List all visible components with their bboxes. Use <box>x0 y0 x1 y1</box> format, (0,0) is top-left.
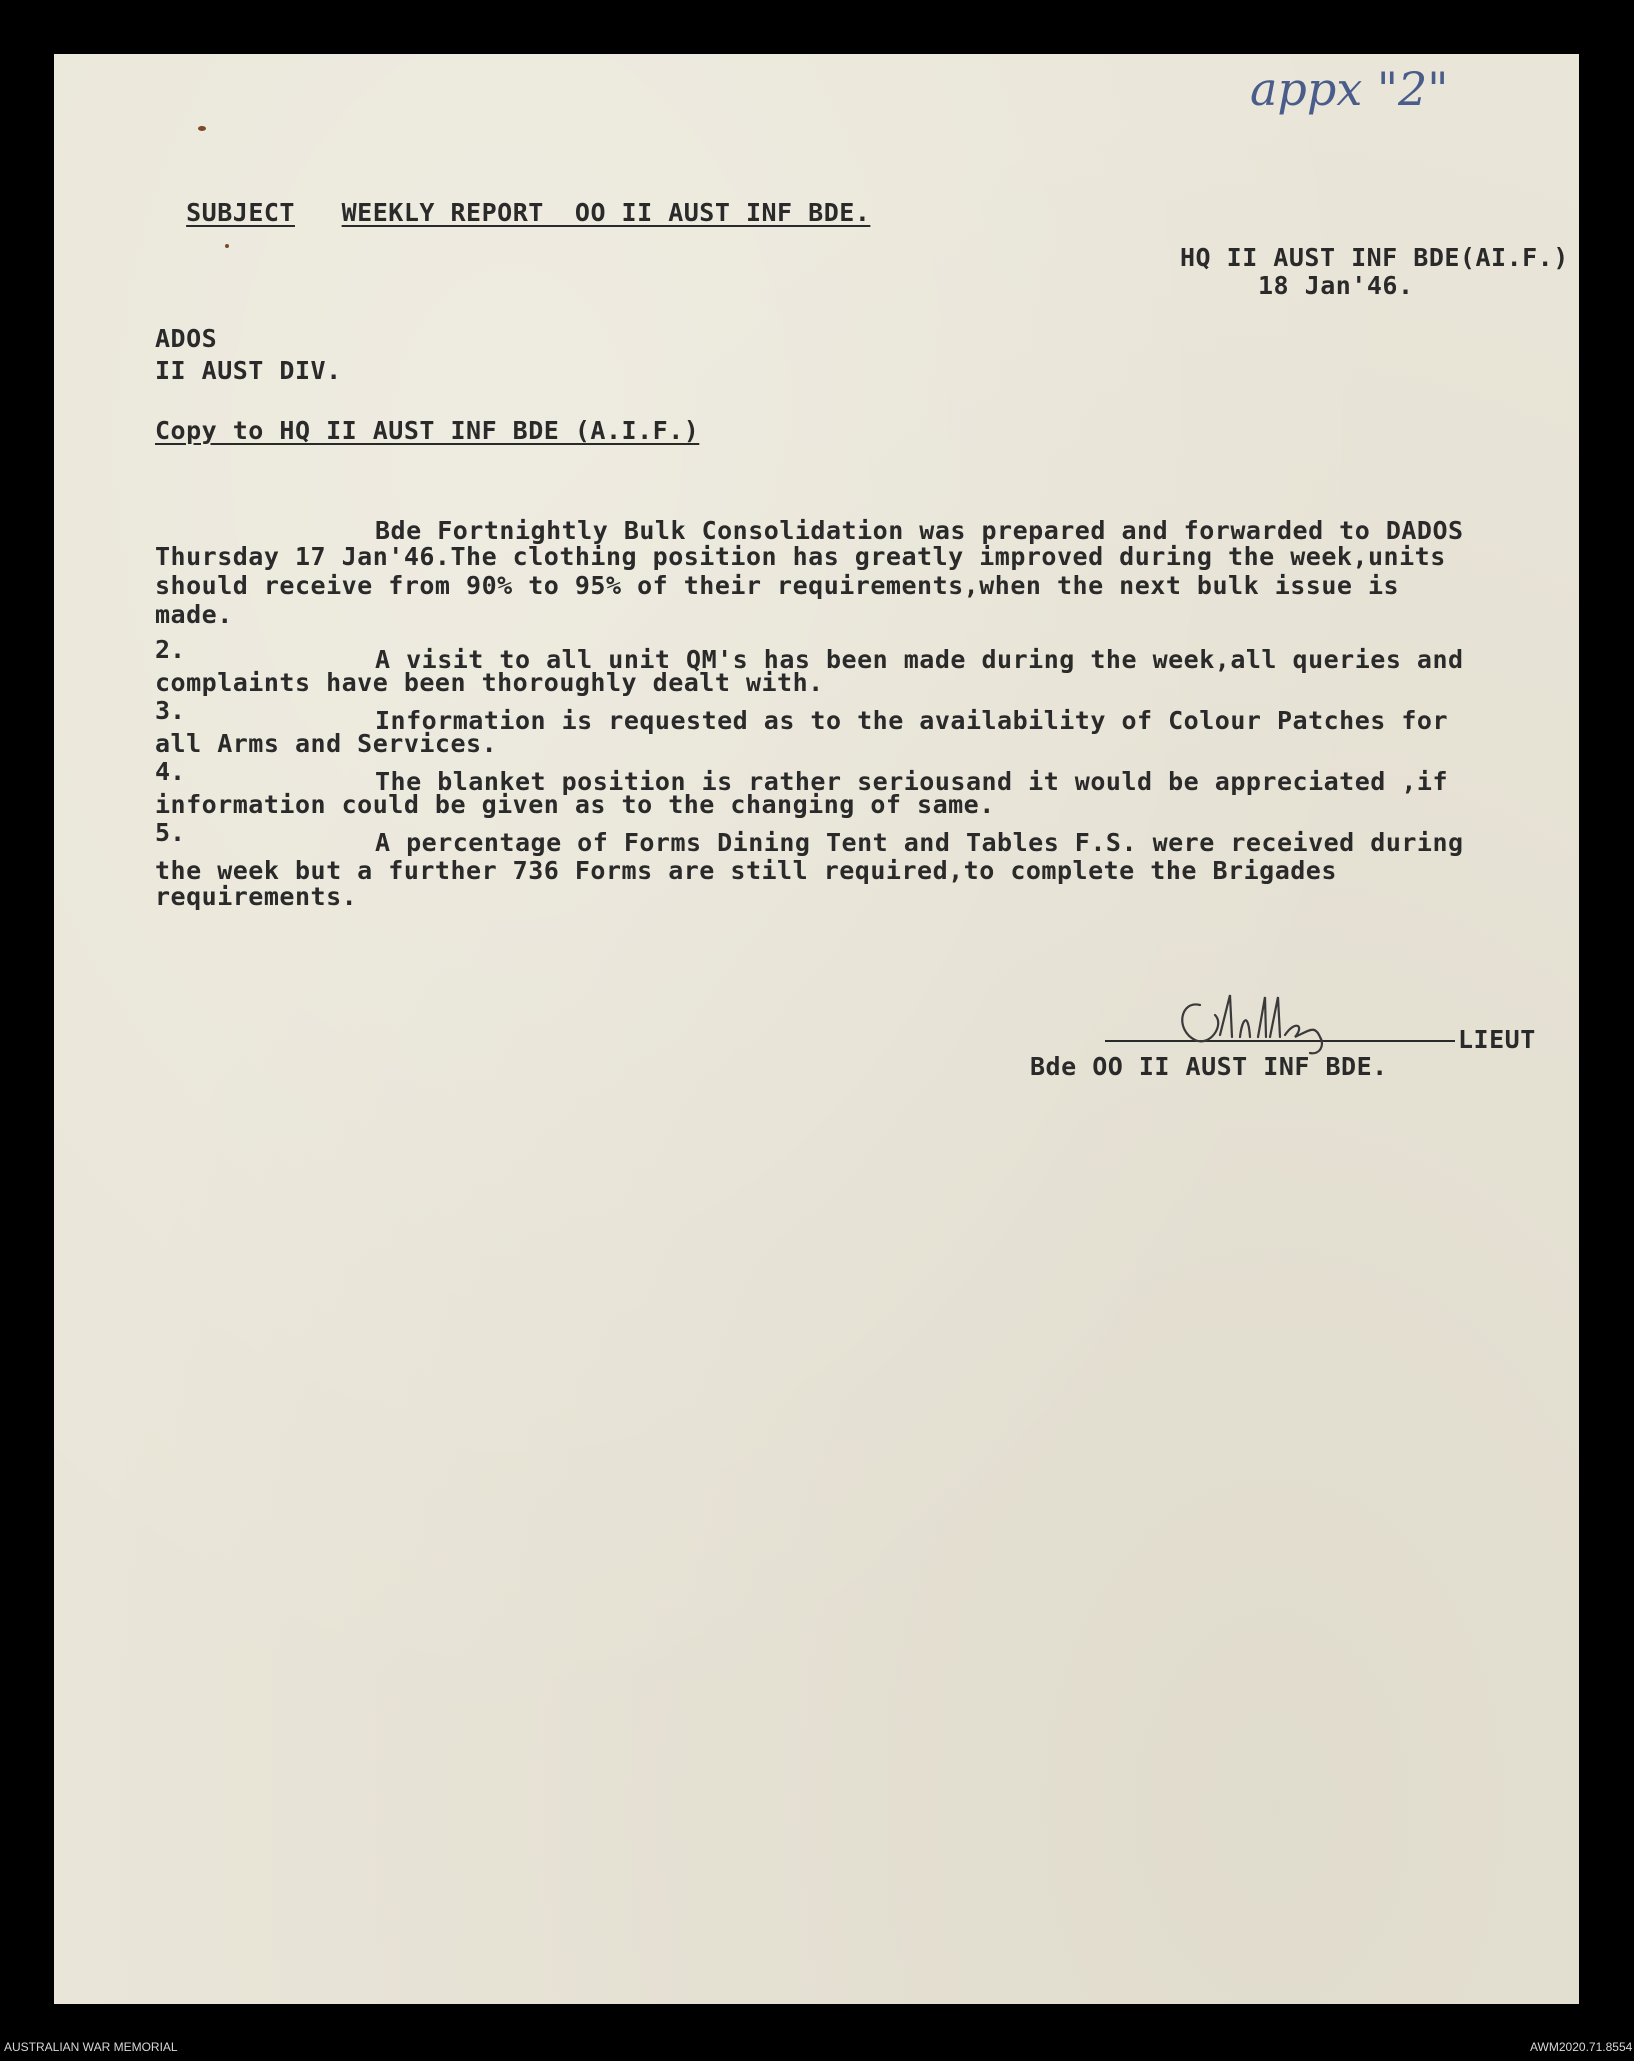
handwritten-annotation: appx "2" <box>1250 62 1449 116</box>
paper-mark <box>198 126 206 131</box>
paragraph-1-line-4: made. <box>155 600 233 629</box>
signature-title: Bde OO II AUST INF BDE. <box>1030 1052 1388 1081</box>
paragraph-2-number: 2. <box>155 635 186 664</box>
copy-to-line: Copy to HQ II AUST INF BDE (A.I.F.) <box>155 416 700 445</box>
subject-text: WEEKLY REPORT OO II AUST INF BDE. <box>341 198 871 227</box>
paragraph-5-line-2: the week but a further 736 Forms are still required,to complete the Brigades <box>155 856 1337 885</box>
archive-credit: AUSTRALIAN WAR MEMORIAL <box>4 2040 178 2054</box>
paragraph-3-number: 3. <box>155 696 186 725</box>
paragraph-5-line-1: A percentage of Forms Dining Tent and Tables F.S. were received during <box>375 828 1464 857</box>
subject-line <box>155 168 870 228</box>
from-unit: HQ II AUST INF BDE(AI.F.) <box>1180 243 1569 272</box>
archive-reference: AWM2020.71.8554 <box>1530 2040 1633 2054</box>
paragraph-3-line-1: Information is requested as to the availability of Colour Patches for <box>375 706 1449 735</box>
paragraph-4-line-2: information could be given as to the changing of same. <box>155 790 995 819</box>
recipient-line-2: II AUST DIV. <box>155 356 342 385</box>
paragraph-1-line-2: Thursday 17 Jan'46.The clothing position has greatly improved during the week,units <box>155 542 1446 571</box>
handwritten-signature <box>1170 985 1410 1055</box>
signature-stroke <box>1182 995 1322 1053</box>
document-date: 18 Jan'46. <box>1258 271 1414 300</box>
paragraph-4-number: 4. <box>155 757 186 786</box>
recipient-line-1: ADOS <box>155 324 218 353</box>
subject-label: SUBJECT <box>186 198 295 227</box>
paragraph-3-line-2: all Arms and Services. <box>155 729 498 758</box>
paragraph-5-line-3: requirements. <box>155 882 358 911</box>
paragraph-2-line-2: complaints have been thoroughly dealt with. <box>155 668 824 697</box>
paragraph-5-number: 5. <box>155 818 186 847</box>
paragraph-1-line-1: Bde Fortnightly Bulk Consolidation was prepared and forwarded to DADOS <box>375 516 1464 545</box>
signature-rank: LIEUT <box>1458 1025 1536 1054</box>
paragraph-2-line-1: A visit to all unit QM's has been made during the week,all queries and <box>375 645 1464 674</box>
paragraph-1-line-3: should receive from 90% to 95% of their requirements,when the next bulk issue is <box>155 571 1400 600</box>
paragraph-4-line-1: The blanket position is rather seriousand it would be appreciated ,if <box>375 767 1449 796</box>
paper-mark <box>225 244 229 248</box>
